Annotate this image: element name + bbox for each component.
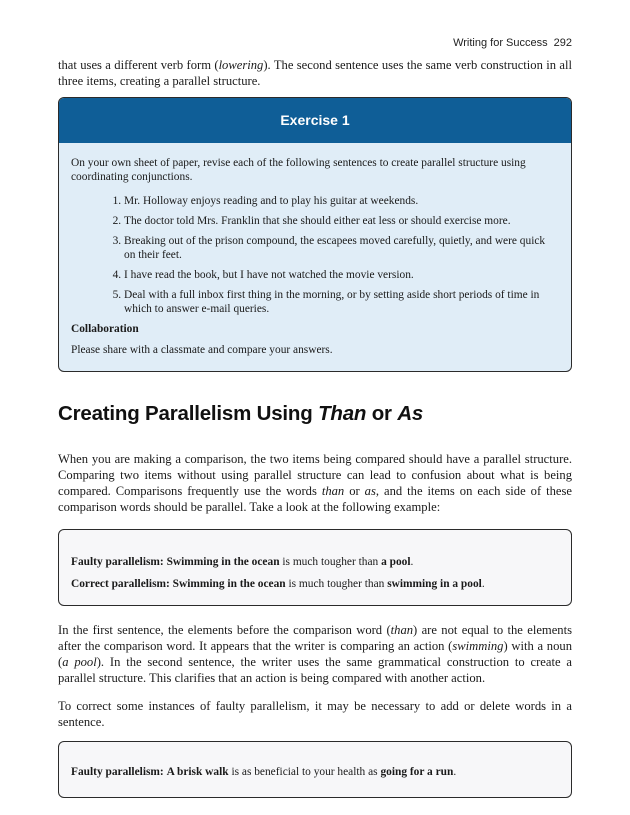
example-bold: A brisk walk: [166, 766, 229, 778]
exercise-box: [58, 97, 572, 372]
para-text: ) with a noun (: [58, 639, 572, 669]
heading-italic-than: Than: [318, 402, 367, 425]
comparison-paragraph: [58, 451, 572, 515]
intro-text-after: ). The second sentence uses the same verb construction in all three items, creating a parallel structure.: [58, 58, 573, 88]
collaboration-text: Please share with a classmate and compare your answers.: [71, 344, 333, 356]
correction-paragraph: To correct some instances of faulty parallelism, it may be necessary to add or delete words in a sentence.: [58, 699, 572, 729]
faulty-example: [71, 765, 559, 779]
intro-text: that uses a different verb form (: [58, 58, 219, 72]
para-italic: than: [321, 484, 345, 498]
example-text: .: [410, 556, 414, 568]
para-italic: swimming: [452, 639, 504, 653]
para-italic: as: [364, 484, 376, 498]
para-italic: a pool: [62, 655, 97, 669]
explanation-paragraph: [58, 622, 572, 686]
heading-text-or: or: [366, 402, 398, 425]
example-text: .: [481, 578, 485, 590]
para-text: or: [344, 484, 365, 498]
faulty-label: Faulty parallelism:: [71, 766, 164, 778]
example-text: is much tougher than: [285, 578, 388, 590]
example-box-1: [58, 529, 572, 606]
example-box-2: [58, 741, 572, 798]
intro-italic: lowering: [218, 58, 264, 72]
example-text: is much tougher than: [279, 556, 382, 568]
page-number: 292: [553, 37, 572, 49]
correct-example: [71, 577, 559, 591]
intro-paragraph: [58, 57, 572, 89]
exercise-body: [59, 143, 571, 371]
page-content: [58, 57, 572, 798]
exercise-item: 1. Mr. Holloway enjoys reading and to play his guitar at weekends.: [124, 194, 559, 208]
heading-text: Creating Parallelism Using: [58, 402, 319, 425]
faulty-example: [71, 555, 559, 569]
exercise-list: [71, 194, 559, 316]
example-bold: a pool: [381, 556, 411, 568]
para-text: ). In the second sentence, the writer uses the same grammatical construction to create a parallel structure. This clarifies that an action is being compared with another action.: [58, 655, 572, 685]
para-text: When you are making a comparison, the two items being compared should have a parallel structure. Comparing two items without using parallel structure can lead to confusion about what is being compared. Comparisons frequently use the words: [58, 452, 572, 498]
para-text: ) are not equal to the elements after the comparison word. It appears that the writer is comparing an action (: [58, 623, 572, 653]
running-title: Writing for Success: [453, 37, 548, 49]
para-italic: than: [390, 623, 414, 637]
example-text: is as beneficial to your health as: [228, 766, 381, 778]
faulty-label: Faulty parallelism:: [71, 556, 164, 568]
para-text: , and the items on each side of these comparison words should be parallel. Take a look at the following example:: [58, 484, 572, 514]
exercise-item: 2. The doctor told Mrs. Franklin that she should either eat less or should exercise more.: [124, 214, 559, 228]
section-heading: [58, 402, 572, 426]
para-text: In the first sentence, the elements before the comparison word (: [58, 623, 391, 637]
exercise-instructions: On your own sheet of paper, revise each of the following sentences to create parallel structure using coordinating conjunctions.: [71, 157, 526, 183]
example-bold: swimming in a pool: [387, 578, 482, 590]
correct-label: Correct parallelism:: [71, 578, 170, 590]
collaboration-heading: Collaboration: [71, 323, 139, 335]
exercise-item: 4. I have read the book, but I have not watched the movie version.: [124, 268, 559, 282]
example-bold: Swimming in the ocean: [172, 578, 286, 590]
exercise-item: 3. Breaking out of the prison compound, the escapees moved carefully, quietly, and were quick on their feet.: [124, 234, 559, 262]
heading-italic-as: As: [397, 402, 424, 425]
example-text: .: [453, 766, 457, 778]
exercise-title: Exercise 1: [59, 98, 571, 143]
example-bold: going for a run: [380, 766, 454, 778]
exercise-item: 5. Deal with a full inbox first thing in the morning, or by setting aside short periods of time in which to answer e-mail queries.: [124, 288, 559, 316]
running-header: [453, 37, 572, 49]
example-bold: Swimming in the ocean: [166, 556, 280, 568]
